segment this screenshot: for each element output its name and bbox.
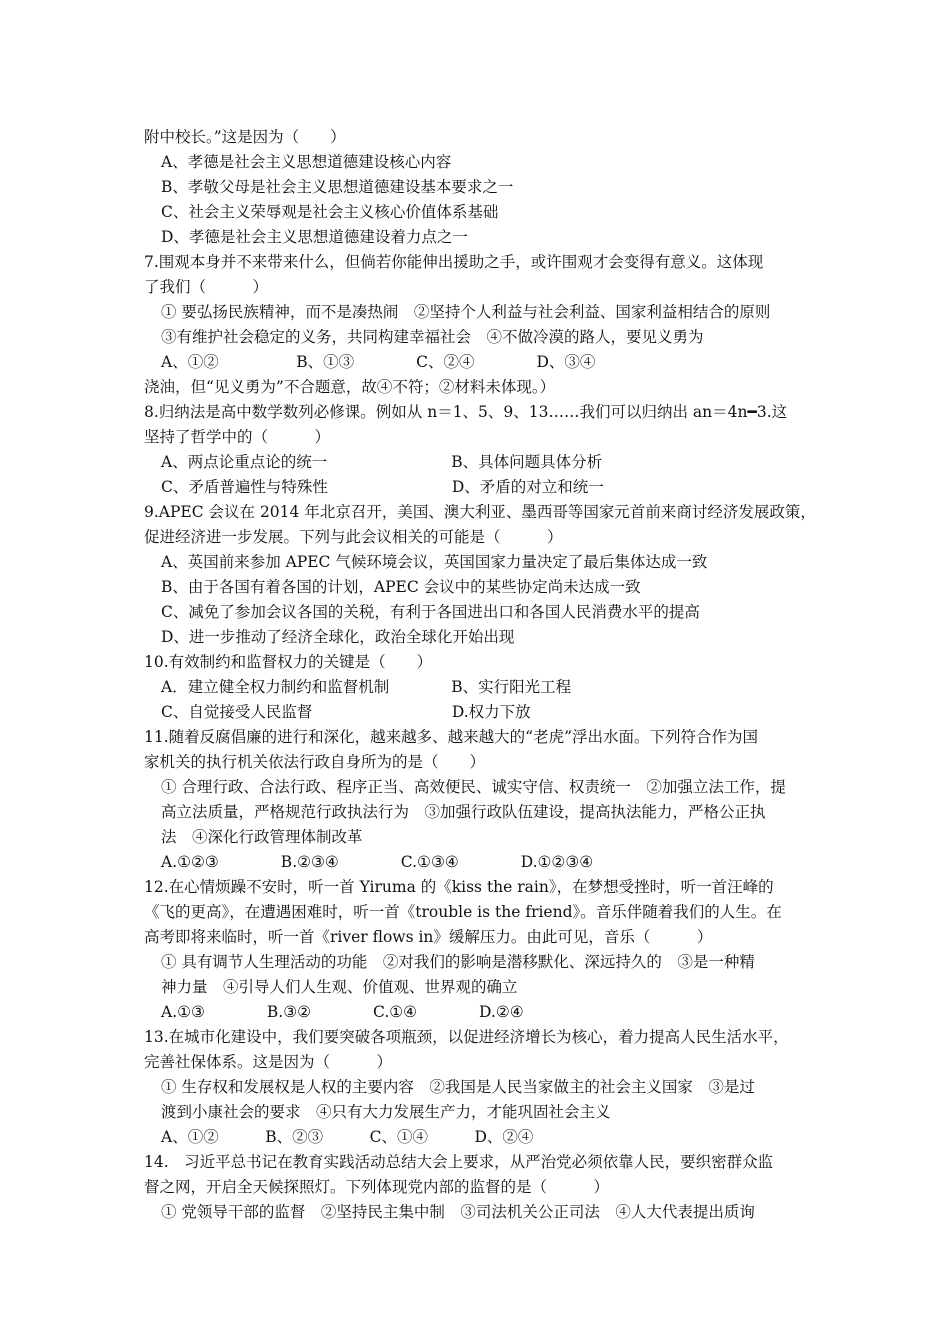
option-line: A、①② B、②③ C、①④ D、②④ (161, 1128, 534, 1146)
statement-line: ③有维护社会稳定的义务，共同构建幸福社会 ④不做冷漠的路人，要见义勇为 (161, 328, 704, 346)
question-9: 9.APEC 会议在 2014 年北京召开，美国、澳大利亚、墨西哥等国家元首前来商讨经济发展政策， (144, 503, 816, 521)
statement-line: 高立法质量，严格规范行政执法行为 ③加强行政队伍建设，提高执法能力，严格公正执 (161, 803, 766, 821)
option-line: A、①② B、①③ C、②④ D、③④ (161, 353, 596, 371)
question-12: 12.在心情烦躁不安时，听一首 Yiruma 的《kiss the rain》，在梦想受挫时，听一首汪峰的 (144, 878, 774, 896)
question-13: 13.在城市化建设中，我们要突破各项瓶颈，以促进经济增长为核心，着力提高人民生活水平， (144, 1028, 789, 1046)
option-line: A.①③ B.③② C.①④ D.②④ (161, 1003, 524, 1021)
option-line: A.①②③ B.②③④ C.①③④ D.①②③④ (161, 853, 594, 871)
option-line: A、孝德是社会主义思想道德建设核心内容 (161, 153, 452, 171)
option-line: B、由于各国有着各国的计划，APEC 会议中的某些协定尚未达成一致 (161, 578, 641, 596)
option-line: B、孝敬父母是社会主义思想道德建设基本要求之一 (161, 178, 514, 196)
text-line: 高考即将来临时，听一首《river flows in》缓解压力。由此可见，音乐（ ） (144, 928, 713, 946)
question-8: 8.归纳法是高中数学数列必修课。例如从 n＝1、5、9、13……我们可以归纳出 an＝4n━3.这 (144, 403, 788, 421)
option-line: D、进一步推动了经济全球化，政治全球化开始出现 (161, 628, 515, 646)
option-line: D、孝德是社会主义思想道德建设着力点之一 (161, 228, 468, 246)
text-line: 浇油，但“见义勇为”不合题意，故④不符；②材料未体现。） (144, 378, 556, 396)
question-7: 7.围观本身并不来带来什么，但倘若你能伸出援助之手，或许围观才会变得有意义。这体现 (144, 253, 764, 271)
question-10: 10.有效制约和监督权力的关键是（ ） (144, 653, 433, 671)
text-line: 坚持了哲学中的（ ） (144, 428, 331, 446)
option-line: A．建立健全权力制约和监督机制 B、实行阳光工程 (161, 678, 572, 696)
statement-line: 神力量 ④引导人们人生观、价值观、世界观的确立 (161, 978, 518, 996)
question-14: 14. 习近平总书记在教育实践活动总结大会上要求，从严治党必须依靠人民，要织密群众监 (144, 1153, 774, 1171)
option-line: C、矛盾普遍性与特殊性 D、矛盾的对立和统一 (161, 478, 604, 496)
text-line: 督之网，开启全天候探照灯。下列体现党内部的监督的是（ ） (144, 1178, 610, 1196)
question-11: 11.随着反腐倡廉的进行和深化，越来越多、越来越大的“老虎”浮出水面。下列符合作为国 (144, 728, 759, 746)
statement-line: 渡到小康社会的要求 ④只有大力发展生产力，才能巩固社会主义 (161, 1103, 611, 1121)
option-line: C、自觉接受人民监督 D.权力下放 (161, 703, 531, 721)
option-line: C、社会主义荣辱观是社会主义核心价值体系基础 (161, 203, 499, 221)
text-line: 促进经济进一步发展。下列与此会议相关的可能是（ ） (144, 528, 563, 546)
option-line: A、英国前来参加 APEC 气候环境会议，英国国家力量决定了最后集体达成一致 (161, 553, 708, 571)
option-line: C、减免了参加会议各国的关税，有利于各国进出口和各国人民消费水平的提高 (161, 603, 700, 621)
text-line: 了我们（ ） (144, 278, 269, 296)
statement-line: ① 要弘扬民族精神，而不是凑热闹 ②坚持个人利益与社会利益、国家利益相结合的原则 (161, 303, 771, 321)
option-line: A、两点论重点论的统一 B、具体问题具体分析 (161, 453, 603, 471)
text-line: 家机关的执行机关依法行政自身所为的是（ ） (144, 753, 486, 771)
text-line: 《飞的更高》，在遭遇困难时，听一首《trouble is the friend》。音乐伴随着我们的人生。在 (144, 903, 782, 921)
statement-line: 法 ④深化行政管理体制改革 (161, 828, 363, 846)
text-line: 附中校长。”这是因为（ ） (144, 128, 346, 146)
statement-line: ① 党领导干部的监督 ②坚持民主集中制 ③司法机关公正司法 ④人大代表提出质询 (161, 1203, 755, 1221)
statement-line: ① 合理行政、合法行政、程序正当、高效便民、诚实守信、权责统一 ②加强立法工作，提 (161, 778, 786, 796)
statement-line: ① 具有调节人生理活动的功能 ②对我们的影响是潜移默化、深远持久的 ③是一种精 (161, 953, 755, 971)
statement-line: ① 生存权和发展权是人权的主要内容 ②我国是人民当家做主的社会主义国家 ③是过 (161, 1078, 755, 1096)
text-line: 完善社保体系。这是因为（ ） (144, 1053, 393, 1071)
